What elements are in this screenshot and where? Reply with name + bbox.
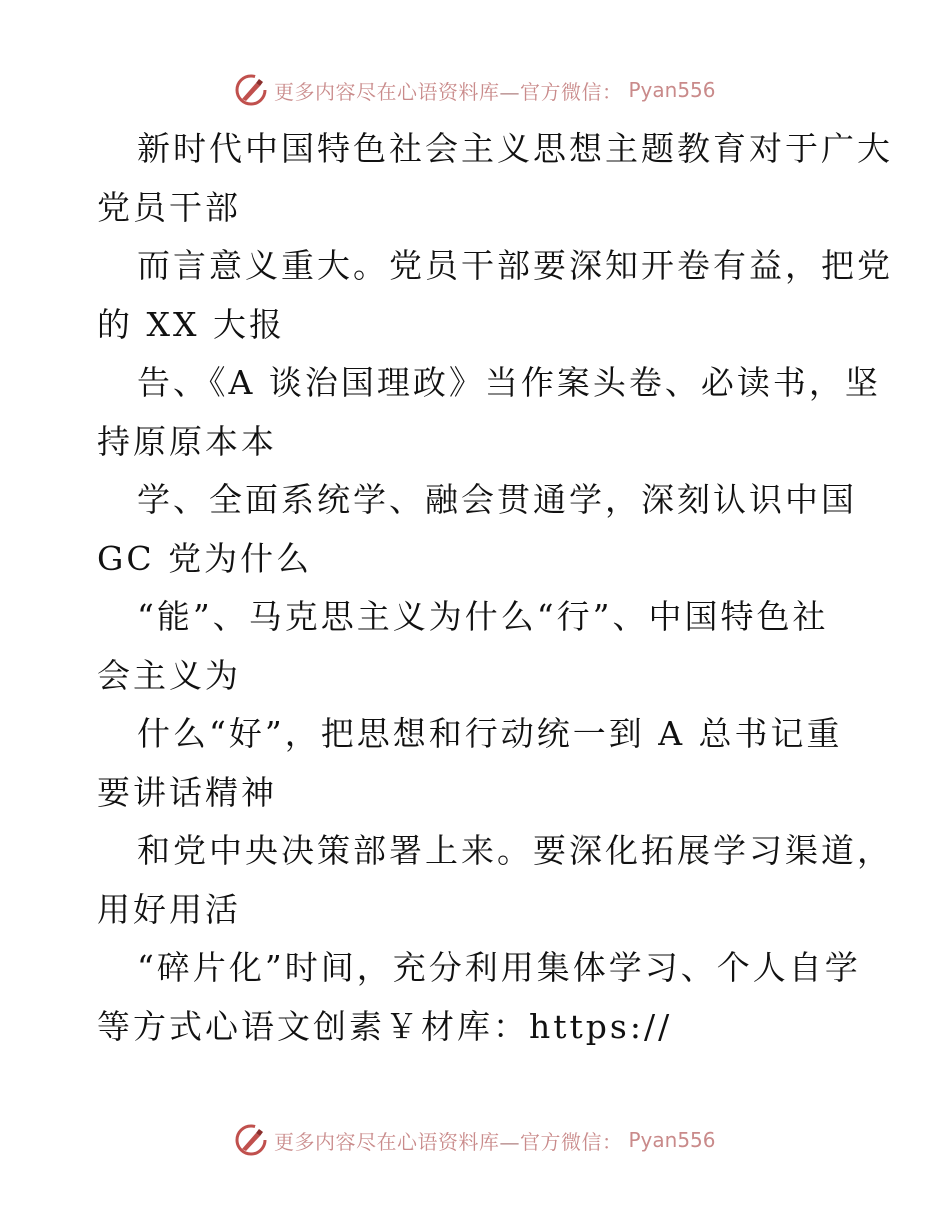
body-line-12: 要讲话精神 bbox=[97, 772, 277, 812]
body-line-8: GC 党为什么 bbox=[97, 538, 313, 578]
body-line-2: 党员干部 bbox=[97, 187, 241, 227]
body-line-4: 的 XX 大报 bbox=[97, 304, 285, 344]
body-line-6: 持原原本本 bbox=[97, 421, 277, 461]
header-banner bbox=[234, 71, 716, 109]
body-line-15: “碎片化”时间，充分利用集体学习、个人自学 bbox=[137, 948, 861, 987]
banner-wechat-id: Pyan556 bbox=[628, 78, 716, 102]
body-line-9: “能”、马克思主义为什么“行”、中国特色社 bbox=[137, 597, 829, 636]
body-line-1: 新时代中国特色社会主义思想主题教育对于广大 bbox=[137, 129, 893, 168]
body-line-14: 用好用活 bbox=[97, 889, 241, 929]
body-line-10: 会主义为 bbox=[97, 655, 241, 695]
banner-ad-text bbox=[274, 1126, 623, 1155]
banner-wechat-label: 官方微信： bbox=[520, 1129, 623, 1154]
banner-wechat-label: 官方微信： bbox=[520, 79, 623, 104]
banner-wechat-id: Pyan556 bbox=[628, 1128, 716, 1152]
banner-slogan: 更多内容尽在心语资料库 bbox=[274, 1129, 500, 1154]
body-line-16: 等方式心语文创素￥材库：https:// bbox=[97, 1006, 673, 1046]
document-body bbox=[97, 120, 893, 1056]
body-line-5: 告、《A 谈治国理政》当作案头卷、必读书，坚 bbox=[137, 363, 881, 402]
pen-logo-icon bbox=[234, 1123, 268, 1157]
banner-dash: — bbox=[499, 79, 520, 104]
body-line-11: 什么“好”，把思想和行动统一到 A 总书记重 bbox=[137, 714, 843, 753]
body-line-3: 而言意义重大。党员干部要深知开卷有益，把党 bbox=[137, 246, 893, 285]
pen-logo-icon bbox=[234, 73, 268, 107]
banner-slogan: 更多内容尽在心语资料库 bbox=[274, 79, 500, 104]
banner-ad-text bbox=[274, 76, 623, 105]
footer-banner bbox=[234, 1121, 716, 1159]
banner-dash: — bbox=[499, 1129, 520, 1154]
body-line-13: 和党中央决策部署上来。要深化拓展学习渠道， bbox=[137, 831, 893, 870]
body-line-7: 学、全面系统学、融会贯通学，深刻认识中国 bbox=[137, 480, 857, 519]
